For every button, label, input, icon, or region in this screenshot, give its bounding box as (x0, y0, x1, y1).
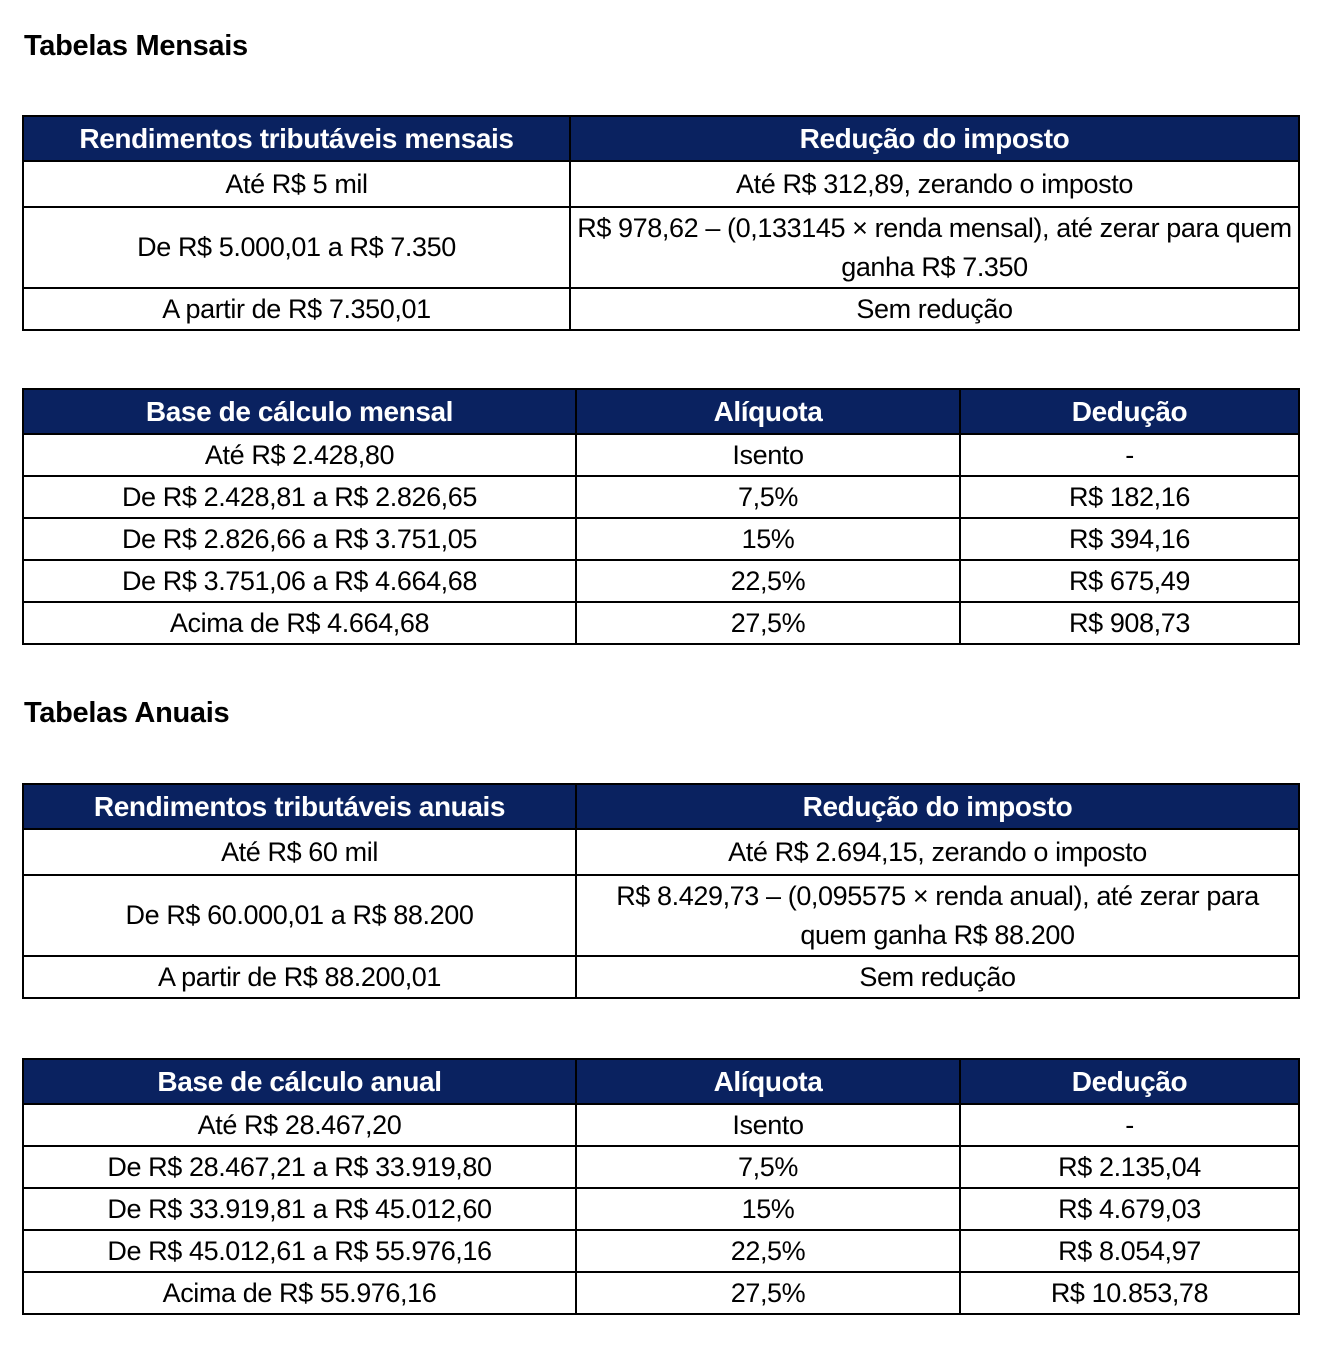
table-cell: R$ 675,49 (960, 560, 1299, 602)
section-title-monthly: Tabelas Mensais (24, 30, 248, 62)
table-row (23, 288, 1299, 330)
table-row (23, 1104, 1299, 1146)
table-cell: Acima de R$ 55.976,16 (23, 1272, 576, 1314)
table-row (23, 1230, 1299, 1272)
column-header: Redução do imposto (576, 784, 1299, 829)
table-row (23, 1188, 1299, 1230)
table-cell: Isento (576, 1104, 960, 1146)
table-row (23, 434, 1299, 476)
table-cell: De R$ 2.826,66 a R$ 3.751,05 (23, 518, 576, 560)
table-row (23, 207, 1299, 288)
table-cell: De R$ 33.919,81 a R$ 45.012,60 (23, 1188, 576, 1230)
table-header-row (23, 389, 1299, 434)
table-cell: De R$ 3.751,06 a R$ 4.664,68 (23, 560, 576, 602)
column-header: Rendimentos tributáveis mensais (23, 116, 570, 161)
table-cell: Sem redução (570, 288, 1299, 330)
annual-reduction-table (22, 783, 1300, 999)
monthly-reduction-table (22, 115, 1300, 331)
table-row (23, 1272, 1299, 1314)
table-cell: Até R$ 2.428,80 (23, 434, 576, 476)
table-row (23, 829, 1299, 875)
table-cell: R$ 182,16 (960, 476, 1299, 518)
table-cell: Acima de R$ 4.664,68 (23, 602, 576, 644)
table-cell: 27,5% (576, 602, 960, 644)
table-cell: De R$ 60.000,01 a R$ 88.200 (23, 875, 576, 956)
table-row (23, 560, 1299, 602)
section-title-annual: Tabelas Anuais (24, 697, 230, 729)
table-cell: A partir de R$ 88.200,01 (23, 956, 576, 998)
table-cell: R$ 978,62 – (0,133145 × renda mensal), até zerar para quem ganha R$ 7.350 (570, 207, 1299, 288)
table-cell: De R$ 5.000,01 a R$ 7.350 (23, 207, 570, 288)
table-row (23, 1146, 1299, 1188)
table-cell: - (960, 1104, 1299, 1146)
table-cell: R$ 10.853,78 (960, 1272, 1299, 1314)
table-cell: Até R$ 28.467,20 (23, 1104, 576, 1146)
table-row (23, 956, 1299, 998)
table-cell: 27,5% (576, 1272, 960, 1314)
table-cell: De R$ 2.428,81 a R$ 2.826,65 (23, 476, 576, 518)
table-cell: Até R$ 2.694,15, zerando o imposto (576, 829, 1299, 875)
table-row (23, 476, 1299, 518)
table-cell: 15% (576, 1188, 960, 1230)
table-cell: Até R$ 60 mil (23, 829, 576, 875)
table-cell: 15% (576, 518, 960, 560)
table-header-row (23, 784, 1299, 829)
table-cell: - (960, 434, 1299, 476)
table-cell: 7,5% (576, 1146, 960, 1188)
table-cell: R$ 4.679,03 (960, 1188, 1299, 1230)
table-row (23, 161, 1299, 207)
table-cell: R$ 8.429,73 – (0,095575 × renda anual), até zerar para quem ganha R$ 88.200 (576, 875, 1299, 956)
table-cell: Sem redução (576, 956, 1299, 998)
table-row (23, 602, 1299, 644)
table-cell: De R$ 28.467,21 a R$ 33.919,80 (23, 1146, 576, 1188)
table-cell: R$ 908,73 (960, 602, 1299, 644)
table-cell: 22,5% (576, 560, 960, 602)
column-header: Alíquota (576, 389, 960, 434)
column-header: Alíquota (576, 1059, 960, 1104)
column-header: Base de cálculo anual (23, 1059, 576, 1104)
table-header-row (23, 1059, 1299, 1104)
monthly-rate-table (22, 388, 1300, 645)
table-cell: R$ 394,16 (960, 518, 1299, 560)
table-header-row (23, 116, 1299, 161)
table-cell: De R$ 45.012,61 a R$ 55.976,16 (23, 1230, 576, 1272)
table-cell: 7,5% (576, 476, 960, 518)
column-header: Base de cálculo mensal (23, 389, 576, 434)
table-cell: A partir de R$ 7.350,01 (23, 288, 570, 330)
table-cell: Até R$ 312,89, zerando o imposto (570, 161, 1299, 207)
column-header: Rendimentos tributáveis anuais (23, 784, 576, 829)
table-cell: Até R$ 5 mil (23, 161, 570, 207)
table-cell: R$ 2.135,04 (960, 1146, 1299, 1188)
table-row (23, 518, 1299, 560)
table-row (23, 875, 1299, 956)
column-header: Redução do imposto (570, 116, 1299, 161)
column-header: Dedução (960, 1059, 1299, 1104)
column-header: Dedução (960, 389, 1299, 434)
table-cell: R$ 8.054,97 (960, 1230, 1299, 1272)
table-cell: 22,5% (576, 1230, 960, 1272)
annual-rate-table (22, 1058, 1300, 1315)
table-cell: Isento (576, 434, 960, 476)
